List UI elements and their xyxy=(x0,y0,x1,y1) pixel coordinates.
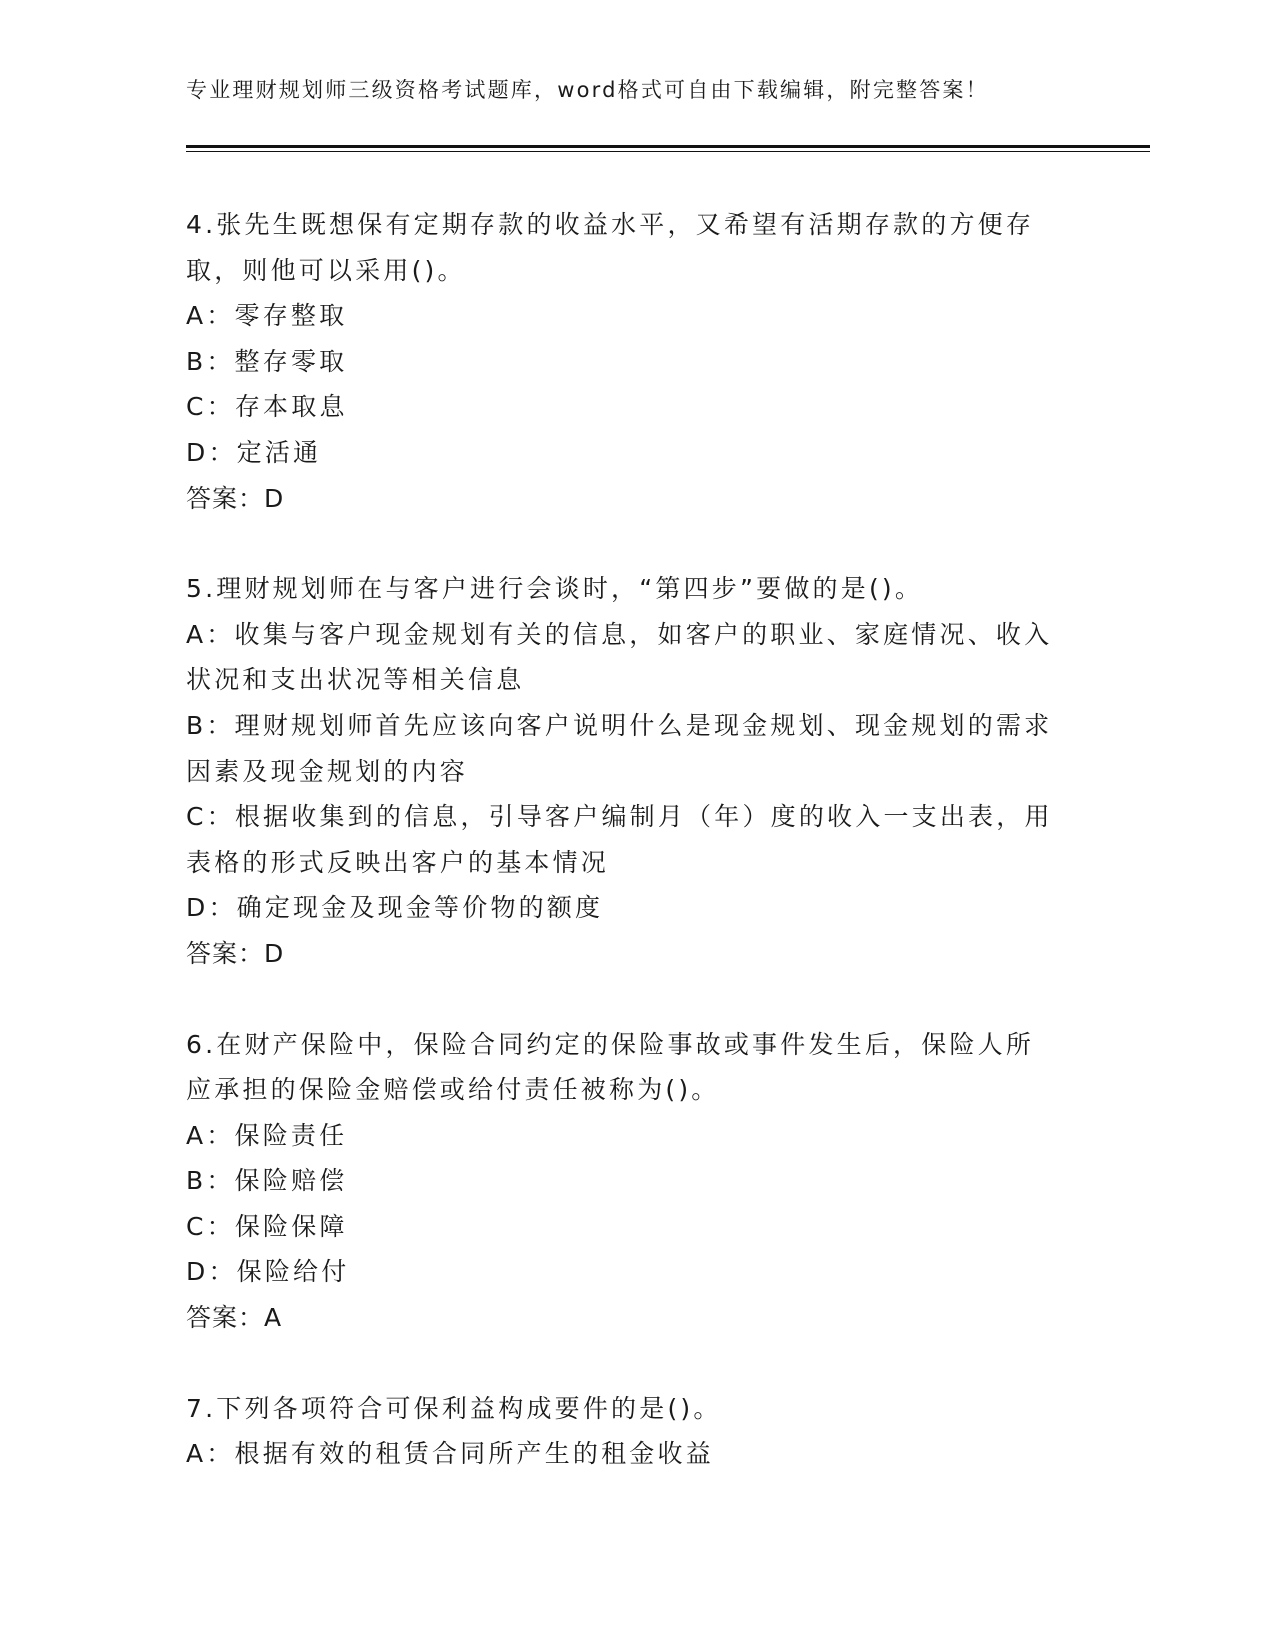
header-rule-thick xyxy=(186,145,1150,148)
option-line: 因素及现金规划的内容 xyxy=(186,756,469,786)
option-line: D：定活通 xyxy=(186,437,322,467)
question-stem-line: 5.理财规划师在与客户进行会谈时，“第四步”要做的是()。 xyxy=(186,574,924,604)
option-line: C：根据收集到的信息，引导客户编制月（年）度的收入一支出表，用 xyxy=(186,802,1053,832)
header-rule-thin xyxy=(186,151,1150,152)
option-line: D：确定现金及现金等价物的额度 xyxy=(186,893,604,923)
question-block xyxy=(186,202,1086,521)
question-block xyxy=(186,566,1086,976)
option-line: B：理财规划师首先应该向客户说明什么是现金规划、现金规划的需求 xyxy=(186,710,1053,740)
question-stem-line: 7.下列各项符合可保利益构成要件的是()。 xyxy=(186,1393,722,1423)
question-block xyxy=(186,1022,1086,1341)
question-stem-line: 应承担的保险金赔偿或给付责任被称为()。 xyxy=(186,1075,720,1105)
option-line: C：存本取息 xyxy=(186,392,348,422)
option-line: A：保险责任 xyxy=(186,1120,348,1150)
option-line: B：整存零取 xyxy=(186,346,348,376)
page-header: 专业理财规划师三级资格考试题库，word格式可自由下载编辑，附完整答案！ xyxy=(186,78,989,102)
answer-line: 答案：D xyxy=(186,483,285,513)
option-line: A：根据有效的租赁合同所产生的租金收益 xyxy=(186,1439,714,1469)
option-line: A：收集与客户现金规划有关的信息，如客户的职业、家庭情况、收入 xyxy=(186,619,1053,649)
answer-line: 答案：A xyxy=(186,1303,283,1333)
question-stem-line: 4.张先生既想保有定期存款的收益水平，又希望有活期存款的方便存 xyxy=(186,210,1035,239)
option-line: A：零存整取 xyxy=(186,301,348,331)
option-line: C：保险保障 xyxy=(186,1211,348,1241)
question-stem-line: 6.在财产保险中，保险合同约定的保险事故或事件发生后，保险人所 xyxy=(186,1029,1035,1059)
question-stem-line: 取，则他可以采用()。 xyxy=(186,255,466,285)
option-line: 表格的形式反映出客户的基本情况 xyxy=(186,847,610,877)
question-list xyxy=(186,202,1086,1522)
question-block xyxy=(186,1386,1086,1477)
answer-line: 答案：D xyxy=(186,938,285,968)
option-line: 状况和支出状况等相关信息 xyxy=(186,665,525,695)
option-line: D：保险给付 xyxy=(186,1257,350,1287)
option-line: B：保险赔偿 xyxy=(186,1166,348,1196)
